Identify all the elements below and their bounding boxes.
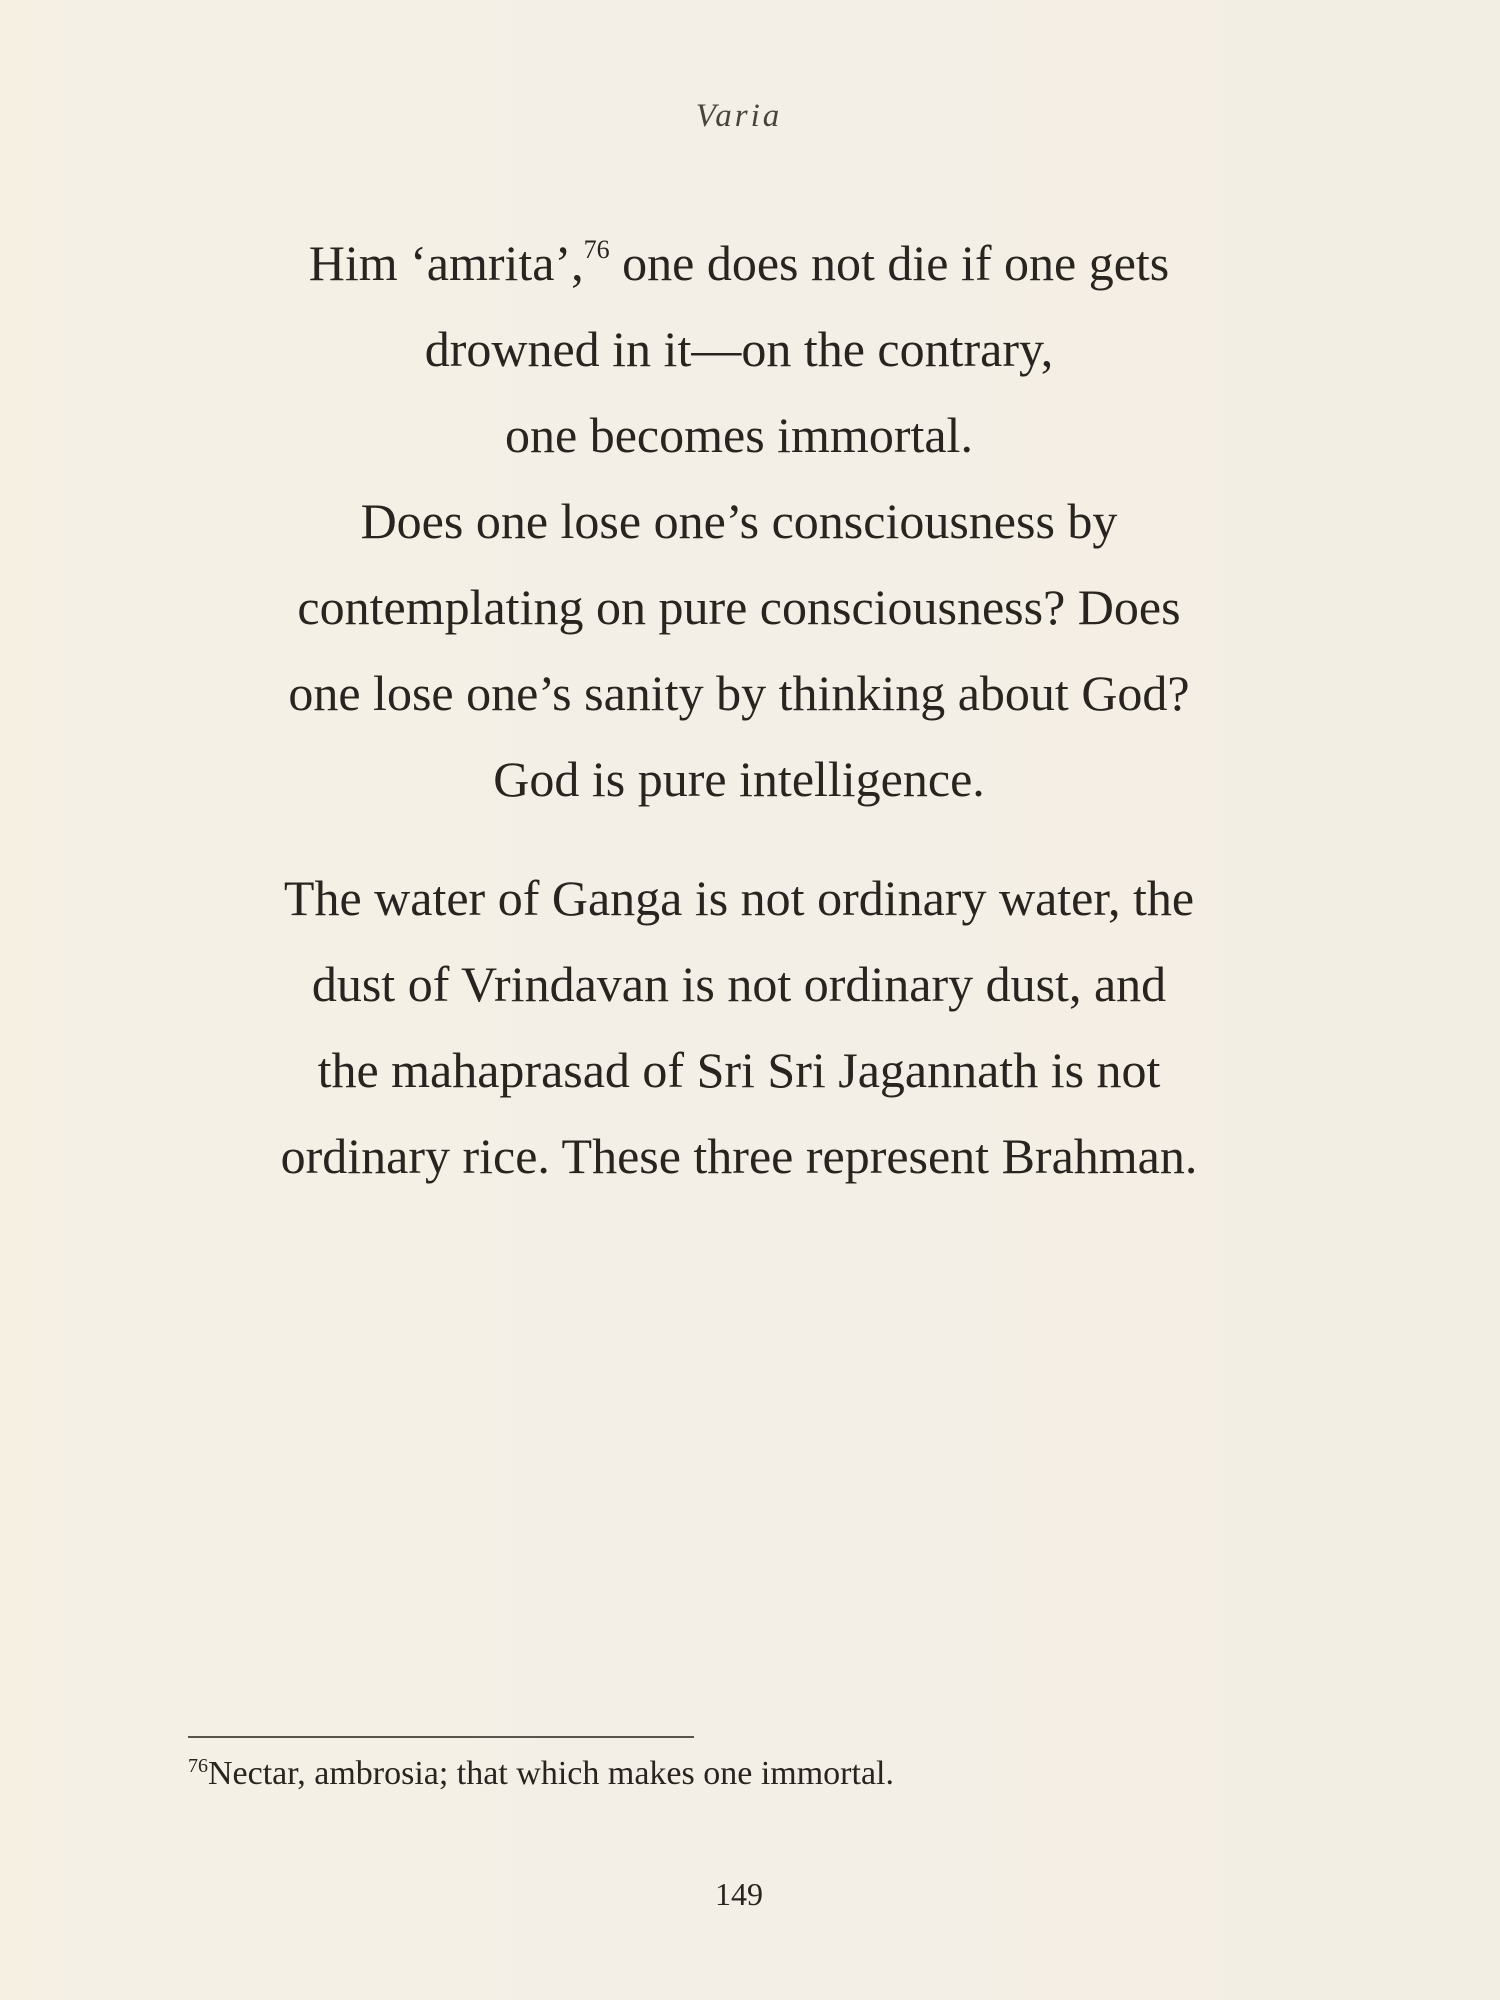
- text-line: one becomes immortal.: [505, 407, 973, 463]
- text-line: God is pure intelligence.: [493, 751, 985, 807]
- text-line: dust of Vrindavan is not ordinary dust, and: [311, 956, 1167, 1012]
- text-line: [0, 220, 1478, 306]
- text-line: contemplating on pure consciousness? Does: [297, 579, 1181, 635]
- footnote-number: 76: [188, 1755, 208, 1777]
- footnote-reference[interactable]: 76: [583, 235, 610, 264]
- paragraph-amrita: [0, 220, 1478, 822]
- text-line: one lose one’s sanity by thinking about God?: [288, 665, 1190, 721]
- page-number: 149: [715, 1876, 763, 1912]
- footnote-text: Nectar, ambrosia; that which makes one immortal.: [208, 1755, 894, 1792]
- text-line: ordinary rice. These three represent Brahman.: [280, 1128, 1198, 1184]
- text-line: drowned in it—on the contrary,: [424, 321, 1054, 377]
- text-line: Does one lose one’s consciousness by: [360, 493, 1118, 549]
- running-head: Varia: [695, 98, 783, 134]
- footnote-divider: [188, 1736, 694, 1738]
- text-segment: one does not die if one gets: [609, 235, 1170, 291]
- text-line: the mahaprasad of Sri Sri Jagannath is not: [317, 1042, 1161, 1098]
- footnote: [188, 1752, 894, 1796]
- text-line: The water of Ganga is not ordinary water, the: [283, 870, 1195, 926]
- paragraph-ganga: [0, 855, 1478, 1199]
- text-segment: Him ‘amrita’,: [308, 235, 584, 291]
